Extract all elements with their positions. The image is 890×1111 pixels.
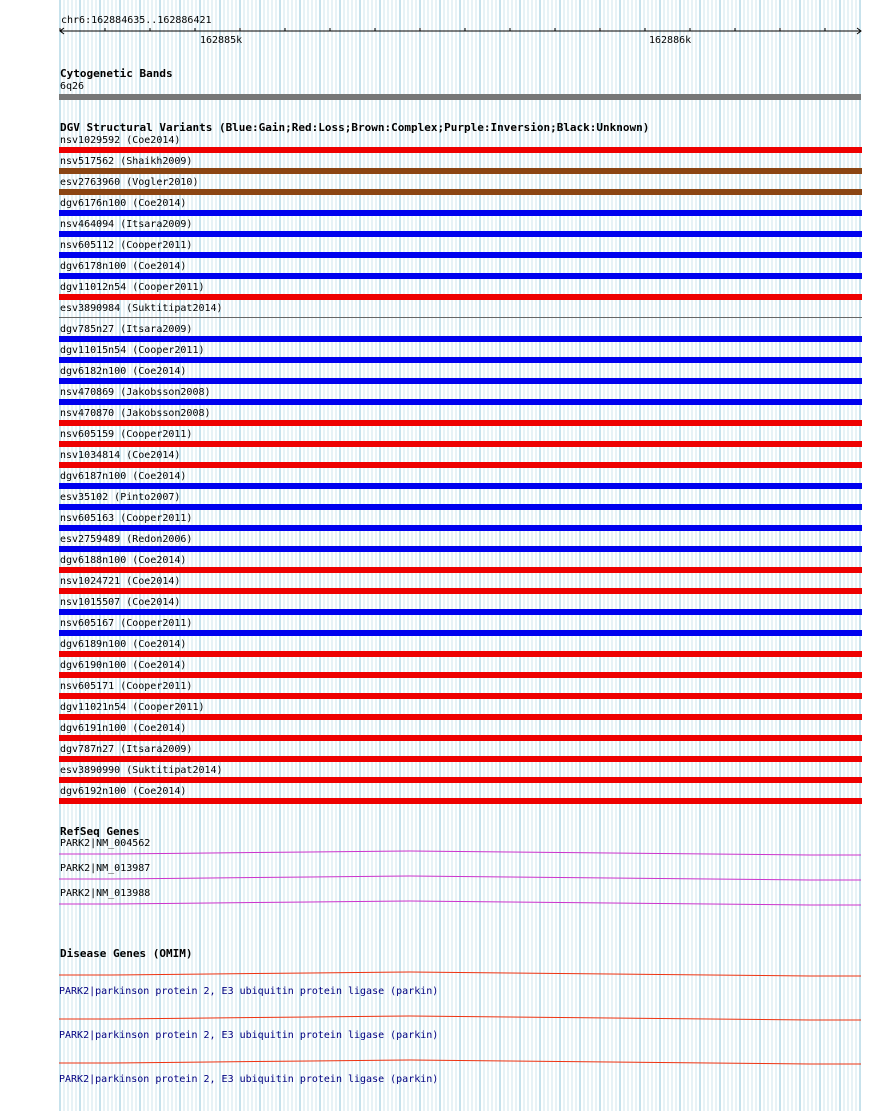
dgv-variant-bar[interactable] <box>59 378 862 384</box>
omim-gene-label[interactable]: PARK2|parkinson protein 2, E3 ubiquitin protein ligase (parkin) <box>59 1074 439 1085</box>
dgv-variant-label[interactable]: dgv11012n54 (Cooper2011) <box>60 282 205 293</box>
dgv-variant-bar[interactable] <box>59 231 862 237</box>
dgv-variant-bar[interactable] <box>59 399 862 405</box>
dgv-variant-bar[interactable] <box>59 317 862 318</box>
ruler-tick-label: 162885k <box>200 35 243 46</box>
dgv-variant-bar[interactable] <box>59 756 862 762</box>
dgv-variant-bar[interactable] <box>59 693 862 699</box>
dgv-variant-label[interactable]: nsv470870 (Jakobsson2008) <box>60 408 211 419</box>
dgv-variant-bar[interactable] <box>59 273 862 279</box>
ruler-tick-label: 162886k <box>649 35 692 46</box>
dgv-variant-label[interactable]: nsv517562 (Shaikh2009) <box>60 156 193 167</box>
dgv-variant-bar[interactable] <box>59 714 862 720</box>
dgv-variant-label[interactable]: nsv605112 (Cooper2011) <box>60 240 193 251</box>
dgv-variant-label[interactable]: nsv1024721 (Coe2014) <box>60 576 181 587</box>
dgv-variant-label[interactable]: dgv6190n100 (Coe2014) <box>60 660 187 671</box>
dgv-variant-label[interactable]: dgv6188n100 (Coe2014) <box>60 555 187 566</box>
omim-gene-label[interactable]: PARK2|parkinson protein 2, E3 ubiquitin protein ligase (parkin) <box>59 1030 439 1041</box>
dgv-variant-bar[interactable] <box>59 483 862 489</box>
dgv-variant-label[interactable]: nsv605167 (Cooper2011) <box>60 618 193 629</box>
dgv-variant-bar[interactable] <box>59 462 862 468</box>
dgv-variant-label[interactable]: nsv605171 (Cooper2011) <box>60 681 193 692</box>
dgv-variant-bar[interactable] <box>59 651 862 657</box>
dgv-variant-label[interactable]: dgv11015n54 (Cooper2011) <box>60 345 205 356</box>
dgv-variant-label[interactable]: dgv787n27 (Itsara2009) <box>60 744 193 755</box>
dgv-variant-label[interactable]: esv3890990 (Suktitipat2014) <box>60 765 223 776</box>
dgv-variant-bar[interactable] <box>59 441 862 447</box>
dgv-variant-label[interactable]: nsv1015507 (Coe2014) <box>60 597 181 608</box>
dgv-variant-label[interactable]: dgv6176n100 (Coe2014) <box>60 198 187 209</box>
dgv-variant-label[interactable]: dgv6191n100 (Coe2014) <box>60 723 187 734</box>
dgv-variant-bar[interactable] <box>59 798 862 804</box>
dgv-variant-bar[interactable] <box>59 567 862 573</box>
omim-track-title: Disease Genes (OMIM) <box>60 947 193 960</box>
dgv-variant-bar[interactable] <box>59 504 862 510</box>
dgv-variant-bar[interactable] <box>59 357 862 363</box>
dgv-track-title: DGV Structural Variants (Blue:Gain;Red:Loss;Brown:Complex;Purple:Inversion;Black:Unknown) <box>60 121 650 134</box>
dgv-variant-bar[interactable] <box>59 546 862 552</box>
dgv-variant-label[interactable]: dgv6189n100 (Coe2014) <box>60 639 187 650</box>
cytoband-label: 6q26 <box>60 81 85 92</box>
dgv-variant-bar[interactable] <box>59 252 862 258</box>
dgv-variant-label[interactable]: nsv605159 (Cooper2011) <box>60 429 193 440</box>
dgv-variant-label[interactable]: esv3890984 (Suktitipat2014) <box>60 303 223 314</box>
dgv-variant-label[interactable]: dgv6192n100 (Coe2014) <box>60 786 187 797</box>
dgv-variant-bar[interactable] <box>59 735 862 741</box>
dgv-variant-label[interactable]: esv2759489 (Redon2006) <box>60 534 193 545</box>
dgv-variant-bar[interactable] <box>59 588 862 594</box>
dgv-variant-bar[interactable] <box>59 189 862 195</box>
dgv-variant-bar[interactable] <box>59 672 862 678</box>
cytoband-track-title: Cytogenetic Bands <box>60 67 173 80</box>
dgv-variant-label[interactable]: esv35102 (Pinto2007) <box>60 492 181 503</box>
dgv-variant-label[interactable]: nsv1034814 (Coe2014) <box>60 450 181 461</box>
dgv-variant-bar[interactable] <box>59 147 862 153</box>
dgv-variant-bar[interactable] <box>59 336 862 342</box>
dgv-variant-label[interactable]: dgv6182n100 (Coe2014) <box>60 366 187 377</box>
omim-gene-label[interactable]: PARK2|parkinson protein 2, E3 ubiquitin protein ligase (parkin) <box>59 986 439 997</box>
refseq-gene-label[interactable]: PARK2|NM_004562 <box>60 838 151 849</box>
dgv-variant-bar[interactable] <box>59 210 862 216</box>
dgv-variant-label[interactable]: nsv464094 (Itsara2009) <box>60 219 193 230</box>
dgv-variant-label[interactable]: nsv470869 (Jakobsson2008) <box>60 387 211 398</box>
refseq-gene-label[interactable]: PARK2|NM_013988 <box>60 888 151 899</box>
dgv-variant-label[interactable]: esv2763960 (Vogler2010) <box>60 177 199 188</box>
dgv-variant-bar[interactable] <box>59 777 862 783</box>
dgv-variant-label[interactable]: dgv11021n54 (Cooper2011) <box>60 702 205 713</box>
dgv-variant-bar[interactable] <box>59 609 862 615</box>
dgv-variant-label[interactable]: dgv785n27 (Itsara2009) <box>60 324 193 335</box>
dgv-variant-bar[interactable] <box>59 525 862 531</box>
dgv-variant-label[interactable]: nsv1029592 (Coe2014) <box>60 135 181 146</box>
refseq-track-title: RefSeq Genes <box>60 825 140 838</box>
dgv-variant-label[interactable]: dgv6187n100 (Coe2014) <box>60 471 187 482</box>
dgv-variant-bar[interactable] <box>59 420 862 426</box>
dgv-variant-bar[interactable] <box>59 294 862 300</box>
refseq-gene-label[interactable]: PARK2|NM_013987 <box>60 863 151 874</box>
cytoband-bar <box>59 94 861 100</box>
dgv-variant-bar[interactable] <box>59 168 862 174</box>
dgv-variant-bar[interactable] <box>59 630 862 636</box>
dgv-variant-label[interactable]: dgv6178n100 (Coe2014) <box>60 261 187 272</box>
dgv-variant-label[interactable]: nsv605163 (Cooper2011) <box>60 513 193 524</box>
ruler-region-label: chr6:162884635..162886421 <box>61 15 212 26</box>
